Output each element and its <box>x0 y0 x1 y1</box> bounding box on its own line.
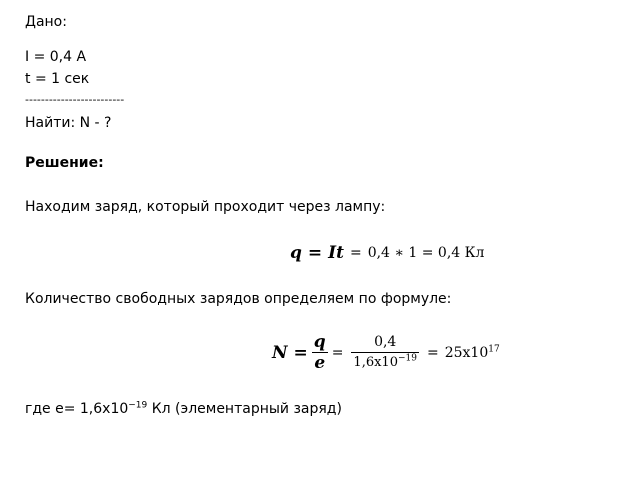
elementary-charge-note <box>25 400 342 418</box>
formula-count <box>272 332 500 373</box>
fraction-numerator: q <box>313 332 326 352</box>
solution-heading: Решение: <box>25 155 104 171</box>
fraction-denominator: e <box>314 353 326 373</box>
equals-sign: = <box>331 344 344 361</box>
fraction-numerator: 0,4 <box>374 334 397 350</box>
given-heading: Дано: <box>25 14 67 30</box>
fraction-denominator <box>351 353 419 373</box>
result-value <box>445 343 500 363</box>
var-q: q <box>290 243 302 263</box>
denominator-base: 1,6x10 <box>353 355 398 370</box>
find-statement: Найти: N - ? <box>25 115 112 131</box>
note-prefix: где е= 1,6x10 <box>25 401 129 417</box>
given-time: t = 1 сек <box>25 71 90 87</box>
note-suffix: Кл (элементарный заряд) <box>147 401 342 417</box>
equals-sign: = <box>426 344 439 361</box>
denominator-exponent: −19 <box>397 353 417 364</box>
formula-charge <box>290 243 484 263</box>
fraction-symbolic <box>312 332 328 373</box>
separator-line: ------------------------- <box>25 93 125 106</box>
result-exponent: 17 <box>488 343 500 354</box>
fraction-numeric <box>351 332 419 373</box>
step2-text: Количество свободных зарядов определяем по формуле: <box>25 291 452 307</box>
var-It: It <box>328 243 344 263</box>
step1-text: Находим заряд, который проходит через лампу: <box>25 199 386 215</box>
var-N: N <box>272 342 288 363</box>
charge-value: 0,4 ∗ 1 = 0,4 Кл <box>367 245 485 261</box>
equals-sign: = <box>349 245 362 261</box>
equals-sign: = <box>293 342 308 363</box>
given-current: I = 0,4 А <box>25 49 87 65</box>
equals-sign: = <box>307 243 323 263</box>
result-base: 25x10 <box>444 344 489 361</box>
note-exponent: −19 <box>128 400 148 411</box>
